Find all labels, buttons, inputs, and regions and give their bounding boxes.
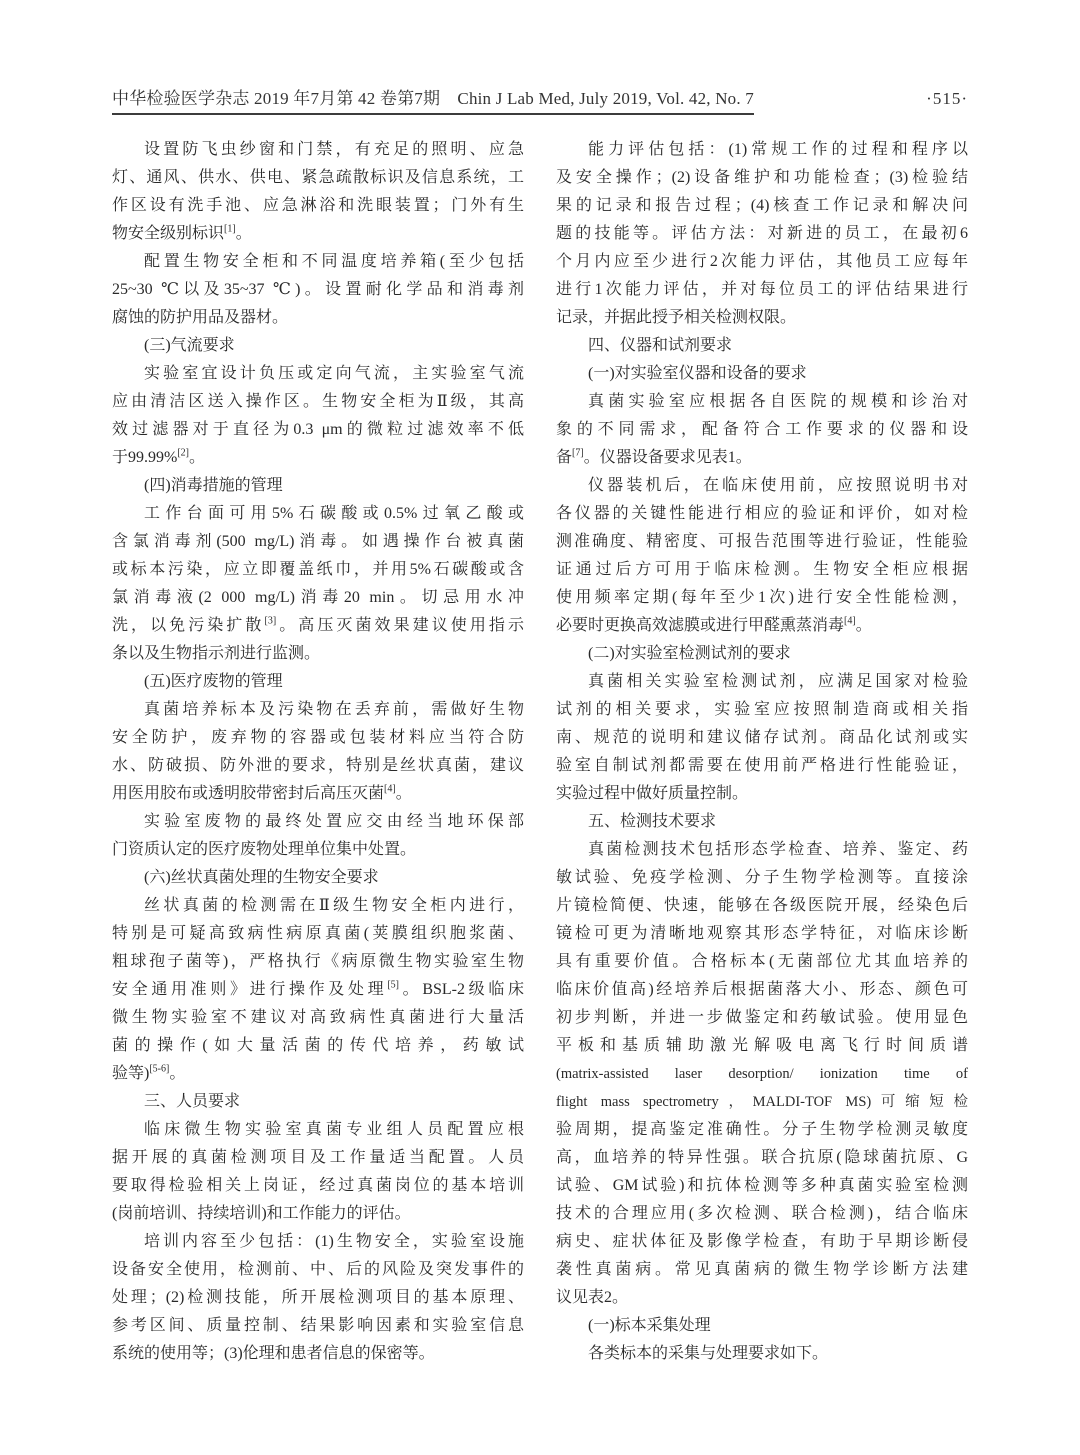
citation-ref: [3] xyxy=(264,615,277,627)
page-number: ·515· xyxy=(926,89,968,108)
text-line: 丝状真菌的检测需在Ⅱ级生物安全柜内进行， xyxy=(144,897,524,914)
text-column-left xyxy=(112,136,524,1368)
text-line: 技术的合理应用(多次检测、联合检测)，结合临床 xyxy=(556,1205,968,1222)
text-line: 临床价值高)经培养后根据菌落大小、形态、颜色可 xyxy=(556,981,968,998)
text-line: 洗，以免污染扩散[3]。高压灭菌效果建议使用指示 xyxy=(112,615,524,634)
text-line: 安全通用准则》进行操作及处理[5]。BSL-2级临床 xyxy=(112,979,524,998)
page-header xyxy=(112,84,968,115)
text-line: 应由清洁区送入操作区。生物安全柜为Ⅱ级，其高 xyxy=(112,393,524,410)
text-line: (二)对实验室检测试剂的要求 xyxy=(588,645,791,662)
text-line: 备[7]。仪器设备要求见表1。 xyxy=(556,447,752,466)
text-line: 临床微生物实验室真菌专业组人员配置应根 xyxy=(144,1121,524,1138)
text-line: 据开展的真菌检测项目及工作量适当配置。人员 xyxy=(112,1149,524,1166)
text-line: 培训内容至少包括：(1)生物安全，实验室设施 xyxy=(144,1233,524,1250)
text-line: 物安全级别标识[1]。 xyxy=(112,223,252,242)
text-line: 高，血培养的特异性强。联合抗原(隐球菌抗原、G xyxy=(556,1149,968,1166)
text-line: 个月内应至少进行2次能力评估，其他员工应每年 xyxy=(556,253,968,270)
text-line: 敏试验、免疫学检测、分子生物学检测等。直接涂 xyxy=(556,869,968,886)
text-line: 水、防破损、防外泄的要求，特别是丝状真菌，建议 xyxy=(112,757,524,774)
text-line: 工作台面可用5%石碳酸或0.5%过氧乙酸或 xyxy=(144,505,524,522)
text-line: 象的不同需求，配备符合工作要求的仪器和设 xyxy=(556,421,968,438)
text-column-right xyxy=(556,136,968,1368)
text-line: (岗前培训、持续培训)和工作能力的评估。 xyxy=(112,1205,411,1222)
text-line: 镜检可更为清晰地观察其形态学特征，对临床诊断 xyxy=(556,925,968,942)
text-line: 真菌检测技术包括形态学检查、培养、鉴定、药 xyxy=(588,841,968,858)
text-line: 于99.99%[2]。 xyxy=(112,447,206,466)
text-line: 菌的操作(如大量活菌的传代培养，药敏试 xyxy=(112,1037,524,1054)
text-line: 进行1次能力评估，并对每位员工的评估结果进行 xyxy=(556,281,968,298)
text-line: 设置防飞虫纱窗和门禁，有充足的照明、应急 xyxy=(144,141,524,158)
citation-ref: [1] xyxy=(224,223,236,235)
text-line: 真菌相关实验室检测试剂，应满足国家对检验 xyxy=(588,673,968,690)
text-line: 实验室宜设计负压或定向气流，主实验室气流 xyxy=(144,365,524,382)
text-line: 系统的使用等；(3)伦理和患者信息的保密等。 xyxy=(112,1345,435,1362)
text-line: 配置生物安全柜和不同温度培养箱(至少包括 xyxy=(144,253,524,270)
text-line: 实验室废物的最终处置应交由经当地环保部 xyxy=(144,813,524,830)
text-line: 腐蚀的防护用品及器材。 xyxy=(112,309,289,326)
text-line: 袭性真菌病。常见真菌病的微生物学诊断方法建 xyxy=(556,1261,968,1278)
text-line: 用医用胶布或透明胶带密封后高压灭菌[4]。 xyxy=(112,783,412,802)
text-line: 试验、GM试验)和抗体检测等多种真菌实验室检测 xyxy=(556,1177,968,1194)
text-line: (六)丝状真菌处理的生物安全要求 xyxy=(144,869,379,886)
text-line: (matrix-assisted laser desorption/ ionization time of xyxy=(556,1066,968,1082)
text-line: 实验过程中做好质量控制。 xyxy=(556,785,749,802)
text-line: 验室自制试剂都需要在使用前严格进行性能验证， xyxy=(556,757,968,774)
text-line: 议见表2。 xyxy=(556,1289,629,1306)
text-line: 真菌实验室应根据各自医院的规模和诊治对 xyxy=(588,393,968,410)
text-line: 使用频率定期(每年至少1次)进行安全性能检测， xyxy=(556,589,968,606)
text-line: 氯消毒液(2 000 mg/L)消毒20 min。切忌用水冲 xyxy=(112,589,524,606)
text-line: 南、规范的说明和建议储存试剂。商品化试剂或实 xyxy=(556,729,968,746)
text-line: 处理；(2)检测技能，所开展检测项目的基本原理、 xyxy=(112,1289,524,1306)
text-line: 含氯消毒剂(500 mg/L)消毒。如遇操作台被真菌 xyxy=(112,533,524,550)
text-line: (三)气流要求 xyxy=(144,337,235,354)
text-line: 门资质认定的医疗废物处理单位集中处置。 xyxy=(112,841,417,858)
text-line: 题的技能等。评估方法：对新进的员工，在最初6 xyxy=(556,225,968,242)
text-line: 真菌培养标本及污染物在丢弃前，需做好生物 xyxy=(144,701,524,718)
citation-ref: [5] xyxy=(387,979,399,991)
text-line: (五)医疗废物的管理 xyxy=(144,673,283,690)
citation-ref: [4] xyxy=(844,615,856,627)
citation-ref: [5-6] xyxy=(149,1063,170,1075)
text-line: 初步判断，并进一步做鉴定和药敏试验。使用显色 xyxy=(556,1009,968,1026)
text-line: 试剂的相关要求，实验室应按照制造商或相关指 xyxy=(556,701,968,718)
text-line: 病史、症状体征及影像学检查，有助于早期诊断侵 xyxy=(556,1233,968,1250)
text-line: 平板和基质辅助激光解吸电离飞行时间质谱 xyxy=(556,1037,968,1054)
text-line: 或标本污染，应立即覆盖纸巾，并用5%石碳酸或含 xyxy=(112,561,524,578)
text-line: 具有重要价值。合格标本(无菌部位尤其血培养的 xyxy=(556,953,968,970)
text-line: 各仪器的关键性能进行相应的验证和评价，如对检 xyxy=(556,505,968,522)
text-line: (一)标本采集处理 xyxy=(588,1317,711,1334)
citation-ref: [4] xyxy=(384,783,396,795)
text-line: 25~30 ℃以及35~37 ℃)。设置耐化学品和消毒剂 xyxy=(112,281,524,298)
text-line: 及安全操作；(2)设备维护和功能检查；(3)检验结 xyxy=(556,169,968,186)
text-line: 粗球孢子菌等)，严格执行《病原微生物实验室生物 xyxy=(112,953,524,970)
text-line: 证通过后方可用于临床检测。生物安全柜应根据 xyxy=(556,561,968,578)
text-line: 验周期，提高鉴定准确性。分子生物学检测灵敏度 xyxy=(556,1121,968,1138)
text-line: flight mass spectrometry，MALDI-TOF MS)可缩短检 xyxy=(556,1094,968,1110)
text-line: 设备安全使用，检测前、中、后的风险及突发事件的 xyxy=(112,1261,524,1278)
text-line: 灯、通风、供水、供电、紧急疏散标识及信息系统，工 xyxy=(112,169,524,186)
text-line: 四、仪器和试剂要求 xyxy=(588,337,733,354)
text-line: 记录，并据此授予相关检测权限。 xyxy=(556,309,797,326)
text-line: (四)消毒措施的管理 xyxy=(144,477,283,494)
citation-ref: [7] xyxy=(572,447,584,459)
text-line: 参考区间、质量控制、结果影响因素和实验室信息 xyxy=(112,1317,524,1334)
citation-ref: [2] xyxy=(177,447,190,459)
text-line: 验等)[5-6]。 xyxy=(112,1063,186,1082)
text-line: 必要时更换高效滤膜或进行甲醛熏蒸消毒[4]。 xyxy=(556,615,872,634)
text-line: 果的记录和报告过程；(4)核查工作记录和解决问 xyxy=(556,197,968,214)
text-line: 要取得检验相关上岗证，经过真菌岗位的基本培训 xyxy=(112,1177,524,1194)
text-line: 片镜检简便、快速，能够在各级医院开展，经染色后 xyxy=(556,897,968,914)
text-line: 条以及生物指示剂进行监测。 xyxy=(112,645,321,662)
journal-title-line: 中华检验医学杂志 2019 年7月第 42 卷第7期 Chin J Lab Med, July 2019, Vol. 42, No. 7 xyxy=(112,84,754,115)
text-line: 作区设有洗手池、应急淋浴和洗眼装置；门外有生 xyxy=(112,197,524,214)
text-line: 测准确度、精密度、可报告范围等进行验证，性能验 xyxy=(556,533,968,550)
text-line: (一)对实验室仪器和设备的要求 xyxy=(588,365,807,382)
text-line: 仪器装机后，在临床使用前，应按照说明书对 xyxy=(588,477,968,494)
text-line: 微生物实验室不建议对高致病性真菌进行大量活 xyxy=(112,1009,524,1026)
text-line: 各类标本的采集与处理要求如下。 xyxy=(588,1345,829,1362)
text-line: 安全防护，废弃物的容器或包装材料应当符合防 xyxy=(112,729,524,746)
text-line: 效过滤器对于直径为0.3 μm的微粒过滤效率不低 xyxy=(112,421,524,438)
text-line: 五、检测技术要求 xyxy=(588,813,717,830)
text-line: 能力评估包括：(1)常规工作的过程和程序以 xyxy=(588,141,968,158)
text-line: 三、人员要求 xyxy=(144,1093,241,1110)
text-line: 特别是可疑高致病性病原真菌(荚膜组织胞浆菌、 xyxy=(112,925,524,942)
